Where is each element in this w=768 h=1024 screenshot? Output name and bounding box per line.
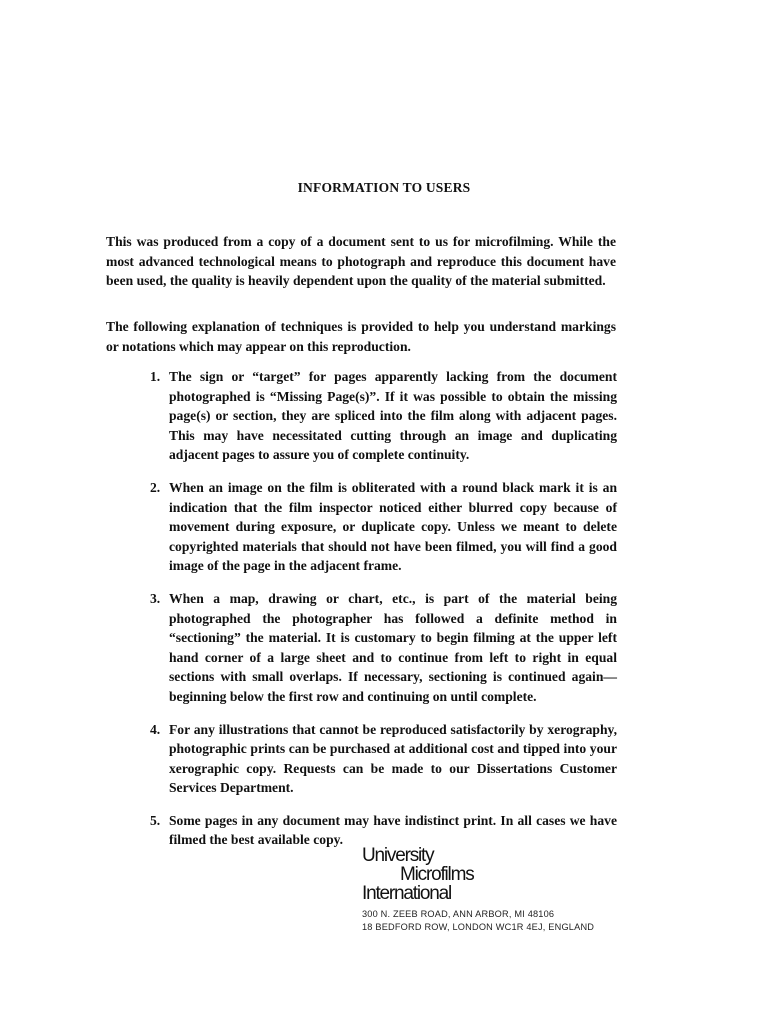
list-item-number: 5. (150, 812, 161, 828)
intro-paragraph: This was produced from a copy of a document sent to us for microfilming. While the most advanced technological means to photograph and reproduce this document have been used, the quality is heavily dependent upon the quality of the material submitted. (106, 234, 616, 289)
list-item-number: 2. (150, 479, 161, 495)
list-item-number: 3. (150, 590, 161, 606)
logo-line-microfilms: Microfilms (400, 864, 474, 885)
list-item (150, 367, 617, 465)
list-item-number: 4. (150, 721, 161, 737)
techniques-list (150, 367, 617, 866)
list-item-number: 1. (150, 369, 161, 384)
list-item-text: For any illustrations that cannot be reproduced satisfactorily by xerography, photographic prints can be purchased at additional cost and tipped into your xerographic copy. Requests can be made to our Dissertations Customer Services Department. (169, 721, 617, 796)
list-item-text: Some pages in any document may have indistinct print. In all cases we have filmed the best available copy. (169, 812, 617, 848)
logo-line-international: International (362, 883, 451, 904)
address-line-us: 300 N. ZEEB ROAD, ANN ARBOR, MI 48106 (362, 909, 555, 919)
list-item-text: When an image on the film is obliterated with a round black mark it is an indication that the film inspector noticed either blurred copy because of movement during exposure, or duplicate copy. Unless we meant to delete copyrighted materials that should not have been filmed, you will find a good image of the page in the adjacent frame. (169, 479, 617, 574)
list-item-text: When a map, drawing or chart, etc., is part of the material being photographed the photographer has followed a definite method in “sectioning” the material. It is customary to begin filming at the upper left hand corner of a large sheet and to continue from left to right in equal sections with small overlaps. If necessary, sectioning is continued again—beginning below the first row and continuing on until complete. (169, 590, 617, 704)
logo-line-university: University (362, 845, 434, 866)
explanation-paragraph: The following explanation of techniques is provided to help you understand markings or notations which may appear on this reproduction. (106, 319, 616, 354)
list-item (150, 720, 617, 798)
publisher-address (362, 908, 594, 933)
publisher-logo (362, 846, 474, 903)
list-item-text: The sign or “target” for pages apparently lacking from the document photographed is “Missing Page(s)”. If it was possible to obtain the missing page(s) or section, they are spliced into the film along with adjacent pages. This may have necessitated cutting through an image and duplicating adjacent pages to assure you of complete continuity. (169, 369, 617, 463)
list-item (150, 478, 617, 576)
page-title: INFORMATION TO USERS (297, 180, 471, 195)
list-item (150, 589, 617, 707)
address-line-uk: 18 BEDFORD ROW, LONDON WC1R 4EJ, ENGLAND (362, 921, 595, 932)
